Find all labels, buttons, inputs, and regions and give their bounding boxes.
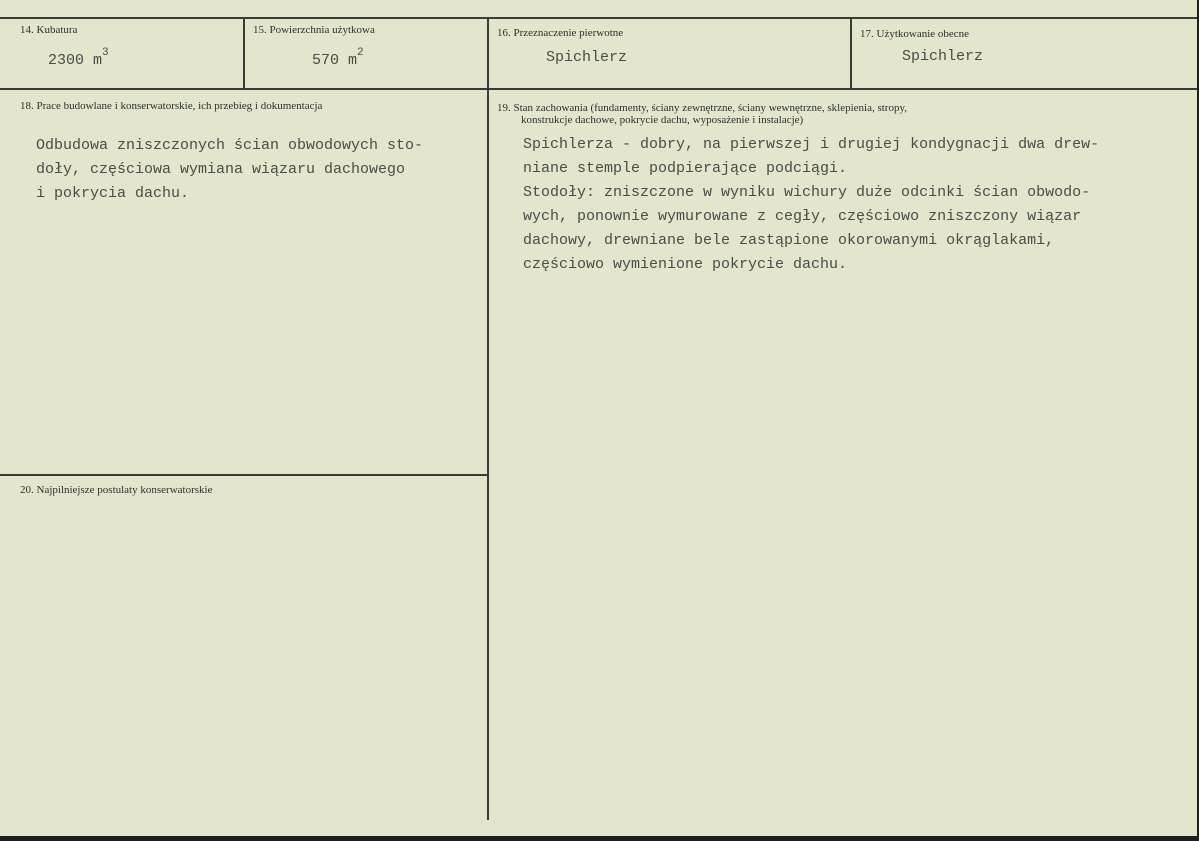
field-18-text [36,134,423,206]
col-divider-main [487,17,489,820]
field-19-line: Spichlerza - dobry, na pierwszej i drugiej kondygnacji dwa drew- [523,136,1100,153]
col-divider-16-17 [850,17,852,90]
field-15-value-text: 570 m [312,52,358,69]
field-19-label-line-1: 19. Stan zachowania (fundamenty, ściany zewnętrzne, ściany wewnętrzne, sklepienia, stropy, [497,102,908,114]
field-18-line: doły, częściowa wymiana wiązaru dachowego [36,161,406,178]
field-20-label: 20. Najpilniejsze postulaty konserwatorskie [20,484,213,496]
field-19-text [523,133,1099,277]
field-16-label: 16. Przeznaczenie pierwotne [497,27,624,39]
field-14-unit-exponent: 3 [102,47,109,59]
field-18-20-divider [0,474,489,476]
field-19-line: częściowo wymienione pokrycie dachu. [523,256,848,273]
field-15-unit-exponent: 2 [357,47,364,59]
field-19-line: dachowy, drewniane bele zastąpione okorowanymi okrąglakami, [523,232,1055,249]
field-16-value: Spichlerz [546,49,628,66]
field-19-line: wych, ponownie wymurowane z cegły, częściowo zniszczony wiązar [523,208,1082,225]
field-18-label: 18. Prace budowlane i konserwatorskie, ich przebieg i dokumentacja [20,100,323,112]
row-divider [0,88,1197,90]
top-row-border [0,17,1197,19]
field-19-line: niane stemple podpierające podciągi. [523,160,848,177]
col-divider-14-15 [243,17,245,90]
field-19-line: Stodoły: zniszczone w wyniku wichury duże odcinki ścian obwodo- [523,184,1091,201]
field-18-line: Odbudowa zniszczonych ścian obwodowych sto- [36,137,424,154]
field-17-label: 17. Użytkowanie obecne [860,28,970,40]
field-14-label: 14. Kubatura [20,24,78,36]
field-19-label-line-2: konstrukcje dachowe, pokrycie dachu, wyposażenie i instalacje) [521,114,804,126]
field-18-line: i pokrycia dachu. [36,185,190,202]
field-14-value [48,47,109,69]
field-15-label: 15. Powierzchnia użytkowa [253,24,375,36]
field-15-value [312,47,364,69]
field-17-value: Spichlerz [902,48,984,65]
field-14-value-text: 2300 m [48,52,103,69]
